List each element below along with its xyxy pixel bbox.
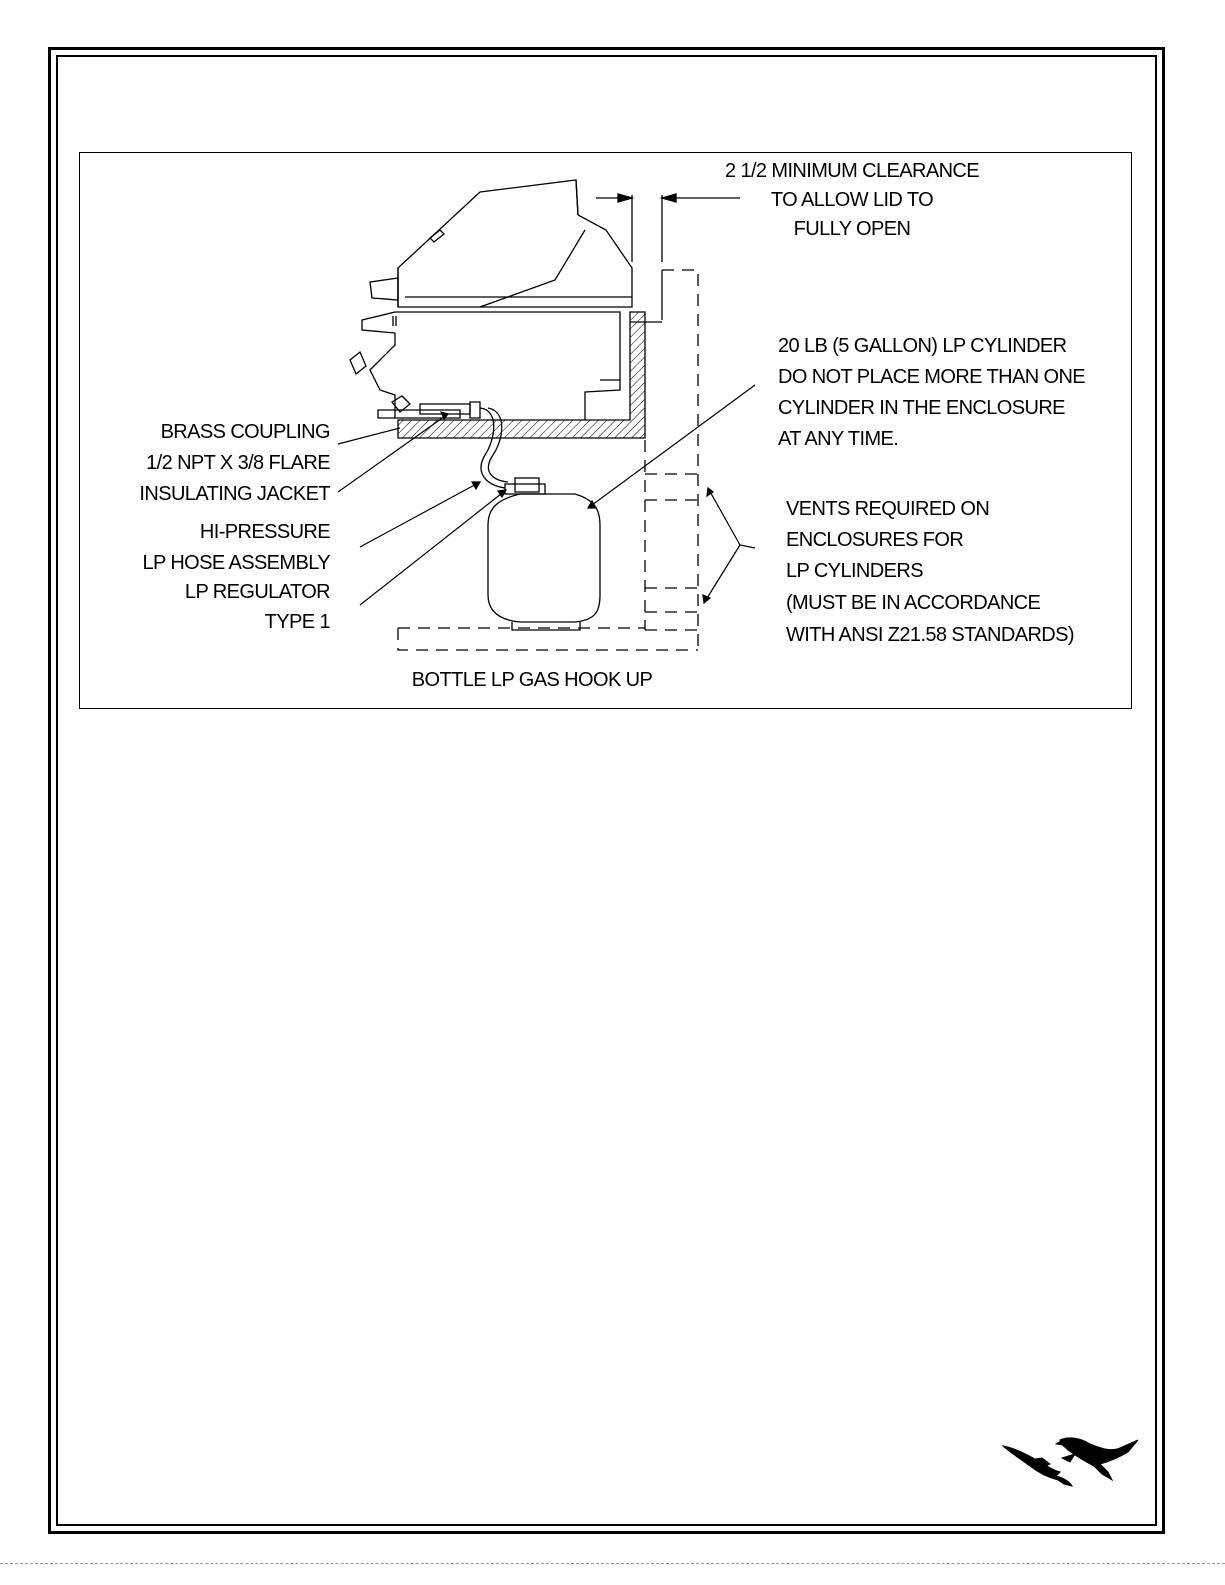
vents-note-line5: WITH ANSI Z21.58 STANDARDS)	[786, 624, 1074, 646]
vents-note-line1: VENTS REQUIRED ON	[786, 498, 990, 520]
grill-lid	[370, 180, 632, 307]
clearance-note-line1: 2 1/2 MINIMUM CLEARANCE	[724, 160, 980, 182]
hose-label-2: LP HOSE ASSEMBLY	[142, 552, 330, 574]
vents-note-line3: LP CYLINDERS	[786, 560, 923, 582]
cylinder-note-line1: 20 LB (5 GALLON) LP CYLINDER	[778, 335, 1067, 357]
lp-cylinder	[488, 478, 600, 630]
brass-coupling	[378, 396, 480, 418]
regulator-label-1: LP REGULATOR	[184, 581, 330, 603]
hose-label-1: HI-PRESSURE	[199, 521, 330, 543]
eagle-logo-icon	[1003, 1438, 1138, 1486]
cylinder-note-line3: CYLINDER IN THE ENCLOSURE	[778, 397, 1065, 419]
grill-body	[350, 312, 620, 420]
regulator-label-2: TYPE 1	[264, 611, 330, 633]
insulating-jacket-label: INSULATING JACKET	[139, 483, 330, 505]
diagram-caption: BOTTLE LP GAS HOOK UP	[411, 669, 653, 691]
cylinder-note-line4: AT ANY TIME.	[778, 428, 899, 450]
insulating-jacket	[398, 270, 662, 438]
vents-note-line4: (MUST BE IN ACCORDANCE	[786, 592, 1041, 614]
brass-coupling-label-1: BRASS COUPLING	[160, 421, 330, 443]
clearance-note-line2: TO ALLOW LID TO	[770, 189, 934, 211]
cylinder-note-line2: DO NOT PLACE MORE THAN ONE	[778, 366, 1086, 388]
brass-coupling-label-2: 1/2 NPT X 3/8 FLARE	[146, 452, 330, 474]
page-bottom-rule	[0, 1563, 1225, 1564]
vents-note-line2: ENCLOSURES FOR	[786, 529, 964, 551]
clearance-dimension	[596, 194, 740, 262]
clearance-note-line3: FULLY OPEN	[793, 218, 911, 240]
